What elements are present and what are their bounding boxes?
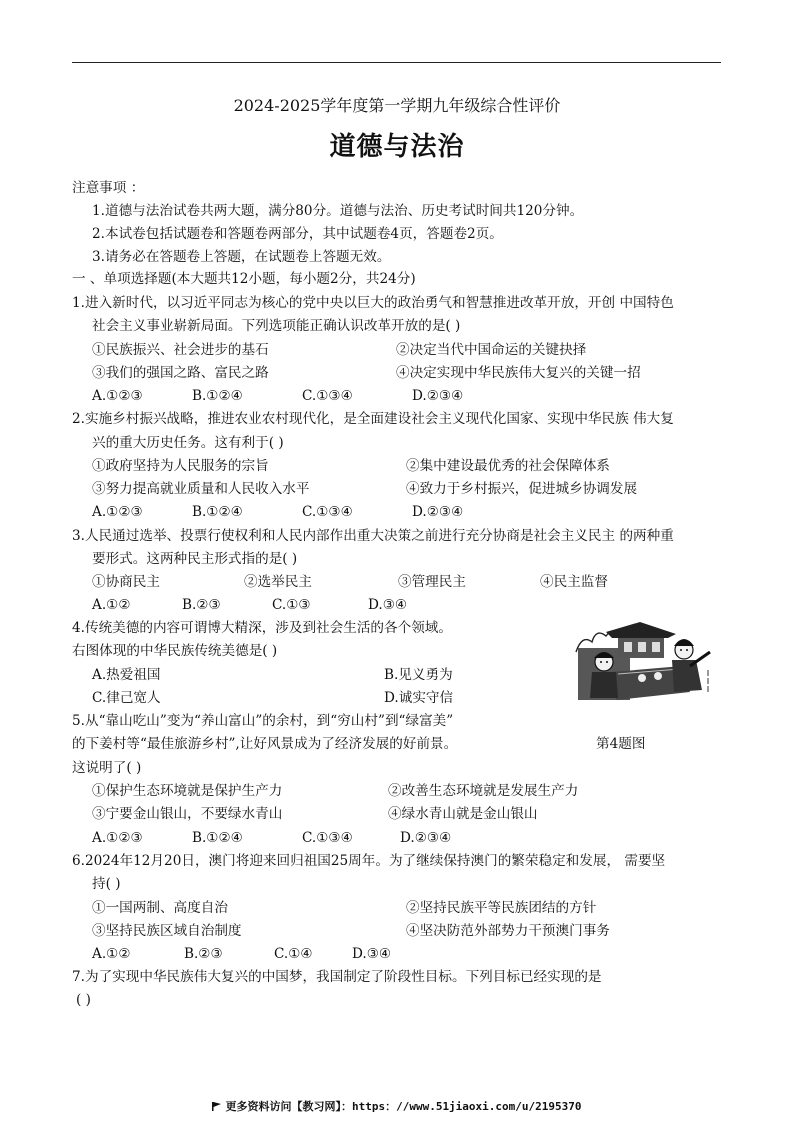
q5-option-2: ②改善生态环境就是发展生产力 <box>388 783 579 799</box>
q7-stem-line2: ( ) <box>76 992 91 1008</box>
note-item-2: 2.本试卷包括试题卷和答题卷两部分，其中试题卷4页，答题卷2页。 <box>92 226 503 242</box>
q3-option-3: ③管理民主 <box>398 574 466 590</box>
q1-stem-line2: 社会主义事业崭新局面。下列选项能正确认识改革开放的是( ) <box>92 318 461 334</box>
q1-choice-b: B.①②④ <box>192 388 243 404</box>
q3-choice-b: B.②③ <box>182 597 221 613</box>
q3-option-1: ①协商民主 <box>92 574 160 590</box>
q4-figure-caption: 第4题图 <box>596 736 646 752</box>
note-item-1: 1.道德与法治试卷共两大题，满分80分。道德与法治、历史考试时间共120分钟。 <box>92 203 584 219</box>
q2-option-3: ③努力提高就业质量和人民收入水平 <box>92 481 310 497</box>
q6-option-1: ①一国两制、高度自治 <box>92 900 228 916</box>
q6-choice-d: D.③④ <box>352 946 392 962</box>
q6-option-2: ②坚持民族平等民族团结的方针 <box>406 900 597 916</box>
footer-link[interactable] <box>0 1098 794 1114</box>
notes-heading: 注意事项 ： <box>72 180 145 196</box>
q1-stem-line1: 1.进入新时代，以习近平同志为核心的党中央以巨大的政治勇气和智慧推进改革开放，开创 中国特色 <box>72 295 674 311</box>
q4-stem-line1: 4.传统美德的内容可谓博大精深，涉及到社会生活的各个领域。 <box>72 620 452 636</box>
q2-choice-a: A.①②③ <box>92 504 143 520</box>
q1-option-1: ①民族振兴、社会进步的基石 <box>92 342 269 358</box>
q2-option-4: ④致力于乡村振兴，促进城乡协调发展 <box>406 481 638 497</box>
q3-choice-c: C.①③ <box>272 597 311 613</box>
q4-stem-line2: 右图体现的中华民族传统美德是( ) <box>72 643 278 659</box>
q5-stem-line1: 5.从“靠山吃山”变为“养山富山”的余村，到“穷山村”到“绿富美” <box>72 713 454 729</box>
q5-choice-d: D.②③④ <box>400 830 452 846</box>
q5-option-4: ④绿水青山就是金山银山 <box>388 806 538 822</box>
q2-choice-c: C.①③④ <box>302 504 353 520</box>
q1-option-4: ④决定实现中华民族伟大复兴的关键一招 <box>396 365 641 381</box>
q2-choice-b: B.①②④ <box>192 504 243 520</box>
q4-choice-d: D.诚实守信 <box>384 690 454 706</box>
q4-choice-c: C.律己宽人 <box>92 690 161 706</box>
q1-choice-a: A.①②③ <box>92 388 143 404</box>
q6-choice-c: C.①④ <box>274 946 313 962</box>
q6-option-3: ③坚持民族区域自治制度 <box>92 923 242 939</box>
q2-stem-line2: 兴的重大历史任务。这有利于( ) <box>92 435 284 451</box>
q6-choice-a: A.①② <box>92 946 131 962</box>
footer-suffix: 】：https：//www.51jiaoxi.com/u/2195370 <box>335 1100 582 1113</box>
q2-stem-line1: 2.实施乡村振兴战略，推进农业农村现代化，是全面建设社会主义现代化国家、实现中华民族 伟大复 <box>72 411 674 427</box>
q5-option-3: ③宁要金山银山，不要绿水青山 <box>92 806 283 822</box>
q4-figure-illustration <box>572 612 718 706</box>
footer-brand: 教习网 <box>302 1100 336 1113</box>
q1-choice-c: C.①③④ <box>302 388 353 404</box>
q5-stem-line2: 的下姜村等“最佳旅游乡村”,让好风景成为了经济发展的好前景。 <box>72 736 458 752</box>
exam-title: 道德与法治 <box>329 132 465 162</box>
q5-stem-line3: 这说明了( ) <box>72 760 142 776</box>
q6-option-4: ④坚决防范外部势力干预澳门事务 <box>406 923 610 939</box>
q3-choice-d: D.③④ <box>368 597 408 613</box>
section-heading: 一 、单项选择题(本大题共12小题，每小题2分，共24分) <box>72 271 416 287</box>
q2-choice-d: D.②③④ <box>412 504 464 520</box>
q5-option-1: ①保护生态环境就是保护生产力 <box>92 783 283 799</box>
q2-option-2: ②集中建设最优秀的社会保障体系 <box>406 458 610 474</box>
top-rule <box>72 62 721 63</box>
q3-choice-a: A.①② <box>92 597 131 613</box>
q7-stem-line1: 7.为了实现中华民族伟大复兴的中国梦，我国制定了阶段性目标。下列目标已经实现的是 <box>72 969 602 985</box>
q4-choice-b: B.见义勇为 <box>384 667 453 683</box>
exam-subtitle: 2024-2025学年度第一学期九年级综合性评价 <box>233 96 561 115</box>
q3-stem-line2: 要形式。这两种民主形式指的是( ) <box>92 551 298 567</box>
q5-choice-b: B.①②④ <box>192 830 243 846</box>
note-item-3: 3.请务必在答题卷上答题，在试题卷上答题无效。 <box>92 249 391 265</box>
q6-stem-line2: 持( ) <box>92 876 121 892</box>
q3-option-4: ④民主监督 <box>540 574 608 590</box>
q2-option-1: ①政府坚持为人民服务的宗旨 <box>92 458 269 474</box>
q4-figure-drawing <box>572 612 718 706</box>
q4-choice-a: A.热爱祖国 <box>92 667 161 683</box>
q1-choice-d: D.②③④ <box>412 388 464 404</box>
footer-prefix: 更多资料访问【 <box>225 1100 303 1113</box>
q3-option-2: ②选举民主 <box>244 574 312 590</box>
q5-choice-c: C.①③④ <box>302 830 353 846</box>
q3-stem-line1: 3.人民通过选举、投票行使权利和人民内部作出重大决策之前进行充分协商是社会主义民主 的两种重 <box>72 528 674 544</box>
q1-option-2: ②决定当代中国命运的关键抉择 <box>396 342 587 358</box>
flag-icon <box>212 1102 221 1111</box>
q6-choice-b: B.②③ <box>184 946 223 962</box>
q5-choice-a: A.①②③ <box>92 830 143 846</box>
q6-stem-line1: 6.2024年12月20日，澳门将迎来回归祖国25周年。为了继续保持澳门的繁荣稳定和发展， 需要坚 <box>72 853 666 869</box>
q1-option-3: ③我们的强国之路、富民之路 <box>92 365 269 381</box>
